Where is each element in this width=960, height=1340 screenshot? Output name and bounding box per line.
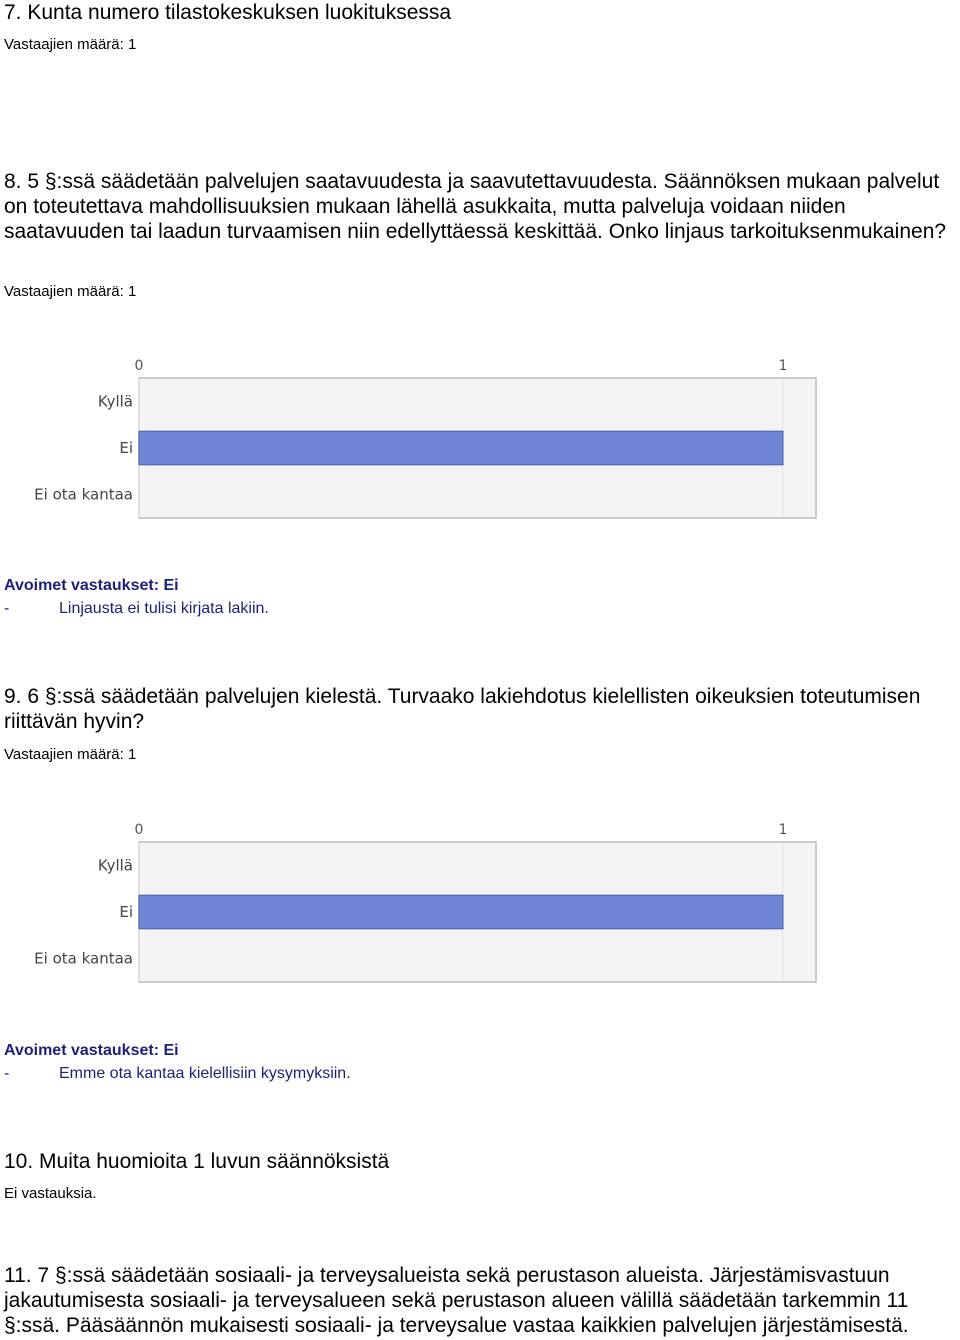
question-10-no-answers: Ei vastauksia. [4,1185,97,1202]
question-9-respondent-count: Vastaajien määrä: 1 [4,746,137,763]
question-8-bar-chart [0,345,960,535]
x-tick-label: 0 [134,822,144,838]
question-7-respondent-count: Vastaajien määrä: 1 [4,36,137,53]
y-category-label: Ei ota kantaa [34,949,133,968]
y-category-label: Kyllä [97,392,133,411]
question-8-open-answer-text: Linjausta ei tulisi kirjata lakiin. [59,600,269,617]
question-9-open-answer [4,1065,351,1083]
bar [139,431,783,465]
question-8-open-answer [4,600,269,618]
question-9-chart-svg [0,809,960,999]
question-9-open-answers-title: Avoimet vastaukset: Ei [4,1042,179,1059]
x-tick-label: 1 [778,822,788,838]
question-10-title: 10. Muita huomioita 1 luvun säännöksistä [4,1150,390,1173]
y-category-label: Kyllä [97,856,133,875]
list-dash: - [4,600,10,617]
question-8-respondent-count: Vastaajien määrä: 1 [4,283,137,300]
question-11-title: 11. 7 §:ssä säädetään sosiaali- ja terveysalueista sekä perustason alueista. Järjestämisvastuun jakautumisesta sosiaali- ja terveysalueen sekä perustason alueen välillä säädetään tarkemmin 11 §:ssä. Pääsäännön mukaisesti sosiaali- ja terveysalue vastaa kaikkien palvelujen järjestämisestä. [4,1264,909,1337]
bar [139,895,783,929]
question-8-chart-svg [0,345,960,535]
question-7-title: 7. Kunta numero tilastokeskuksen luokituksessa [4,1,452,24]
question-8-open-answers-title: Avoimet vastaukset: Ei [4,577,179,594]
question-8-title: 8. 5 §:ssä säädetään palvelujen saatavuudesta ja saavutettavuudesta. Säännöksen mukaan palvelut on toteutettava mahdollisuuksien mukaan lähellä asukkaita, mutta palveluja voidaan niiden saatavuuden tai laadun turvaamisen niin edellyttäessä keskittää. Onko linjaus tarkoituksenmukainen? [4,170,947,243]
x-tick-label: 1 [778,358,788,374]
question-9-open-answer-text: Emme ota kantaa kielellisiin kysymyksiin. [59,1065,351,1082]
question-9-title: 9. 6 §:ssä säädetään palvelujen kielestä. Turvaako lakiehdotus kielellisten oikeuksien toteutumisen riittävän hyvin? [4,685,921,733]
list-dash: - [4,1065,10,1082]
y-category-label: Ei ota kantaa [34,485,133,504]
y-category-label: Ei [119,903,133,921]
question-9-bar-chart [0,809,960,999]
y-category-label: Ei [119,439,133,457]
x-tick-label: 0 [134,358,144,374]
